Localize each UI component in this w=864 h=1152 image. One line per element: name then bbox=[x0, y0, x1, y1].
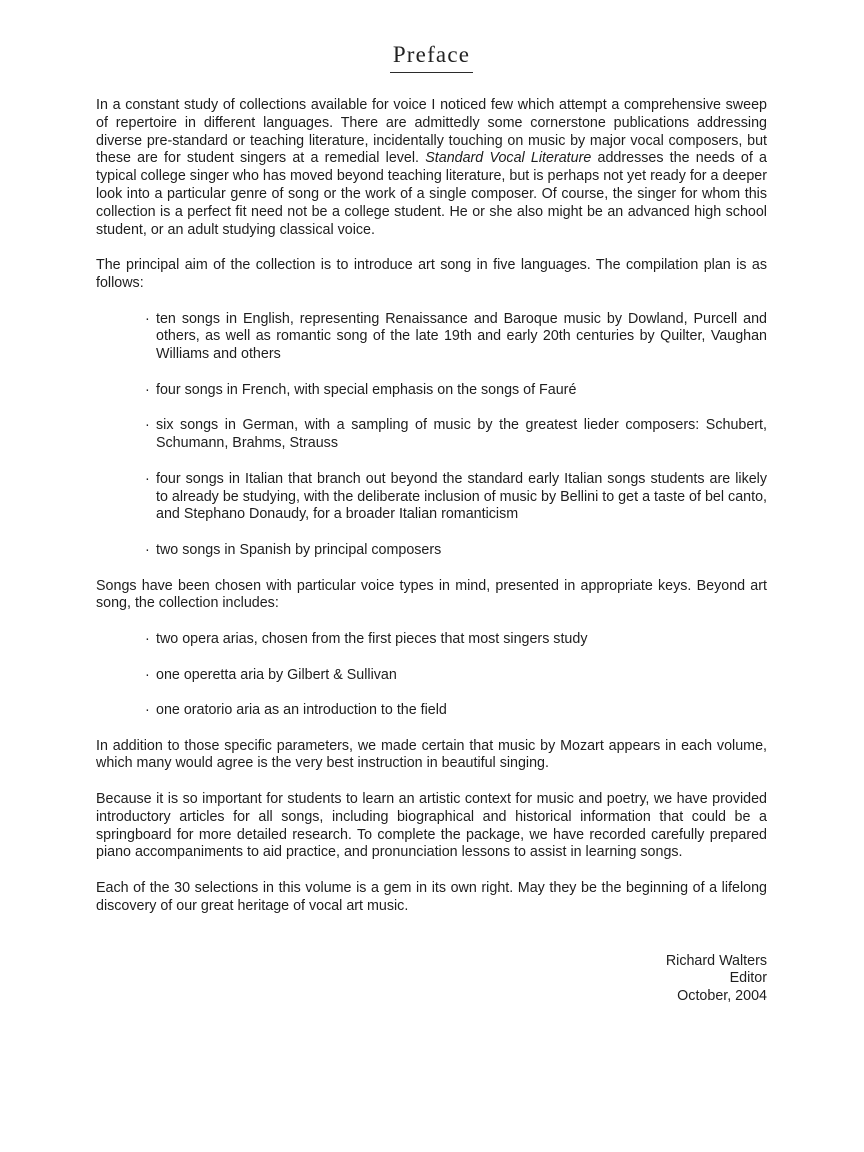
bullet-oratorio-aria bbox=[146, 702, 767, 720]
bullet-opera-arias bbox=[146, 631, 767, 649]
bullet-text: six songs in German, with a sampling of music by the greatest lieder composers: Schubert, Schumann, Brahms, Strauss bbox=[156, 417, 767, 452]
signature-name: Richard Walters bbox=[665, 952, 767, 969]
bullet-text: two opera arias, chosen from the first pieces that most singers study bbox=[156, 630, 588, 647]
bullet-text: one operetta aria by Gilbert & Sullivan bbox=[156, 666, 397, 683]
page-title: Preface bbox=[390, 42, 473, 73]
bullet-text: two songs in Spanish by principal composers bbox=[156, 541, 442, 558]
paragraph-aim: The principal aim of the collection is to introduce art song in five languages. The compilation plan is as follows: bbox=[96, 257, 767, 291]
paragraph-intro-text: In a constant study of collections available for voice I noticed few which attempt a comprehensive sweep of repertoire in different languages. There are admittedly some cornerstone publications addressing diverse pre-standard or teaching literature, incidentally touching on music by major vocal composers, but these are for student singers at a remedial level. bbox=[96, 97, 767, 167]
book-title-italic: Standard Vocal Literature bbox=[425, 150, 592, 167]
bullet-text: four songs in Italian that branch out beyond the standard early Italian songs students are likely to already be studying, with the deliberate inclusion of music by Bellini to get a taste of bel canto, and Stephano Donaudy, for a broader Italian romanticism bbox=[156, 470, 767, 523]
bullet-icon: · bbox=[145, 630, 150, 647]
paragraph-context: Because it is so important for students to learn an artistic context for music and poetry, we have provided introductory articles for all songs, including biographical and historical information that could be a springboard for more detailed research. To complete the package, we have recorded carefully prepared piano accompaniments to aid practice, and pronunciation lessons to assist in learning songs. bbox=[96, 791, 767, 861]
bullet-icon: · bbox=[145, 666, 150, 683]
bullet-text: one oratorio aria as an introduction to the field bbox=[156, 702, 447, 719]
paragraph-closing: Each of the 30 selections in this volume is a gem in its own right. May they be the beginning of a lifelong discovery of our great heritage of vocal art music. bbox=[96, 880, 767, 914]
bullet-icon: · bbox=[145, 310, 150, 327]
signature-block bbox=[96, 953, 767, 1006]
bullet-icon: · bbox=[145, 470, 150, 487]
bullet-spanish bbox=[146, 542, 767, 560]
bullet-italian bbox=[146, 471, 767, 524]
bullet-operetta-aria bbox=[146, 667, 767, 685]
paragraph-voice-types: Songs have been chosen with particular voice types in mind, presented in appropriate keys. Beyond art song, the collection includes: bbox=[96, 577, 767, 612]
bullet-icon: · bbox=[145, 541, 150, 558]
paragraph-mozart: In addition to those specific parameters, we made certain that music by Mozart appears in each volume, which many would agree is the very best instruction in beautiful singing. bbox=[96, 737, 767, 772]
bullet-german bbox=[146, 417, 767, 453]
bullet-text: ten songs in English, representing Renaissance and Baroque music by Dowland, Purcell and others, as well as romantic song of the late 19th and early 20th centuries by Quilter, Vaughan Williams and others bbox=[156, 310, 767, 363]
paragraph-intro bbox=[96, 97, 767, 239]
title-row bbox=[96, 42, 767, 73]
paragraph-intro-text-cont: addresses the needs of a typical college singer who has moved beyond teaching literature, but is perhaps not yet ready for a deeper look into a particular genre of song or the work of a single composer. Of course, the singer for whom this collection is a perfect fit need not be a college student. He or she also might be an advanced high school student, or an adult studying classical voice. bbox=[96, 150, 768, 238]
bullet-text: four songs in French, with special emphasis on the songs of Fauré bbox=[156, 381, 577, 398]
bullet-french bbox=[146, 382, 767, 400]
signature-date: October, 2004 bbox=[677, 988, 767, 1005]
bullet-icon: · bbox=[145, 702, 150, 719]
bullet-icon: · bbox=[145, 381, 150, 398]
bullet-english bbox=[146, 311, 767, 364]
bullet-icon: · bbox=[145, 417, 150, 434]
signature-role: Editor bbox=[729, 970, 767, 987]
